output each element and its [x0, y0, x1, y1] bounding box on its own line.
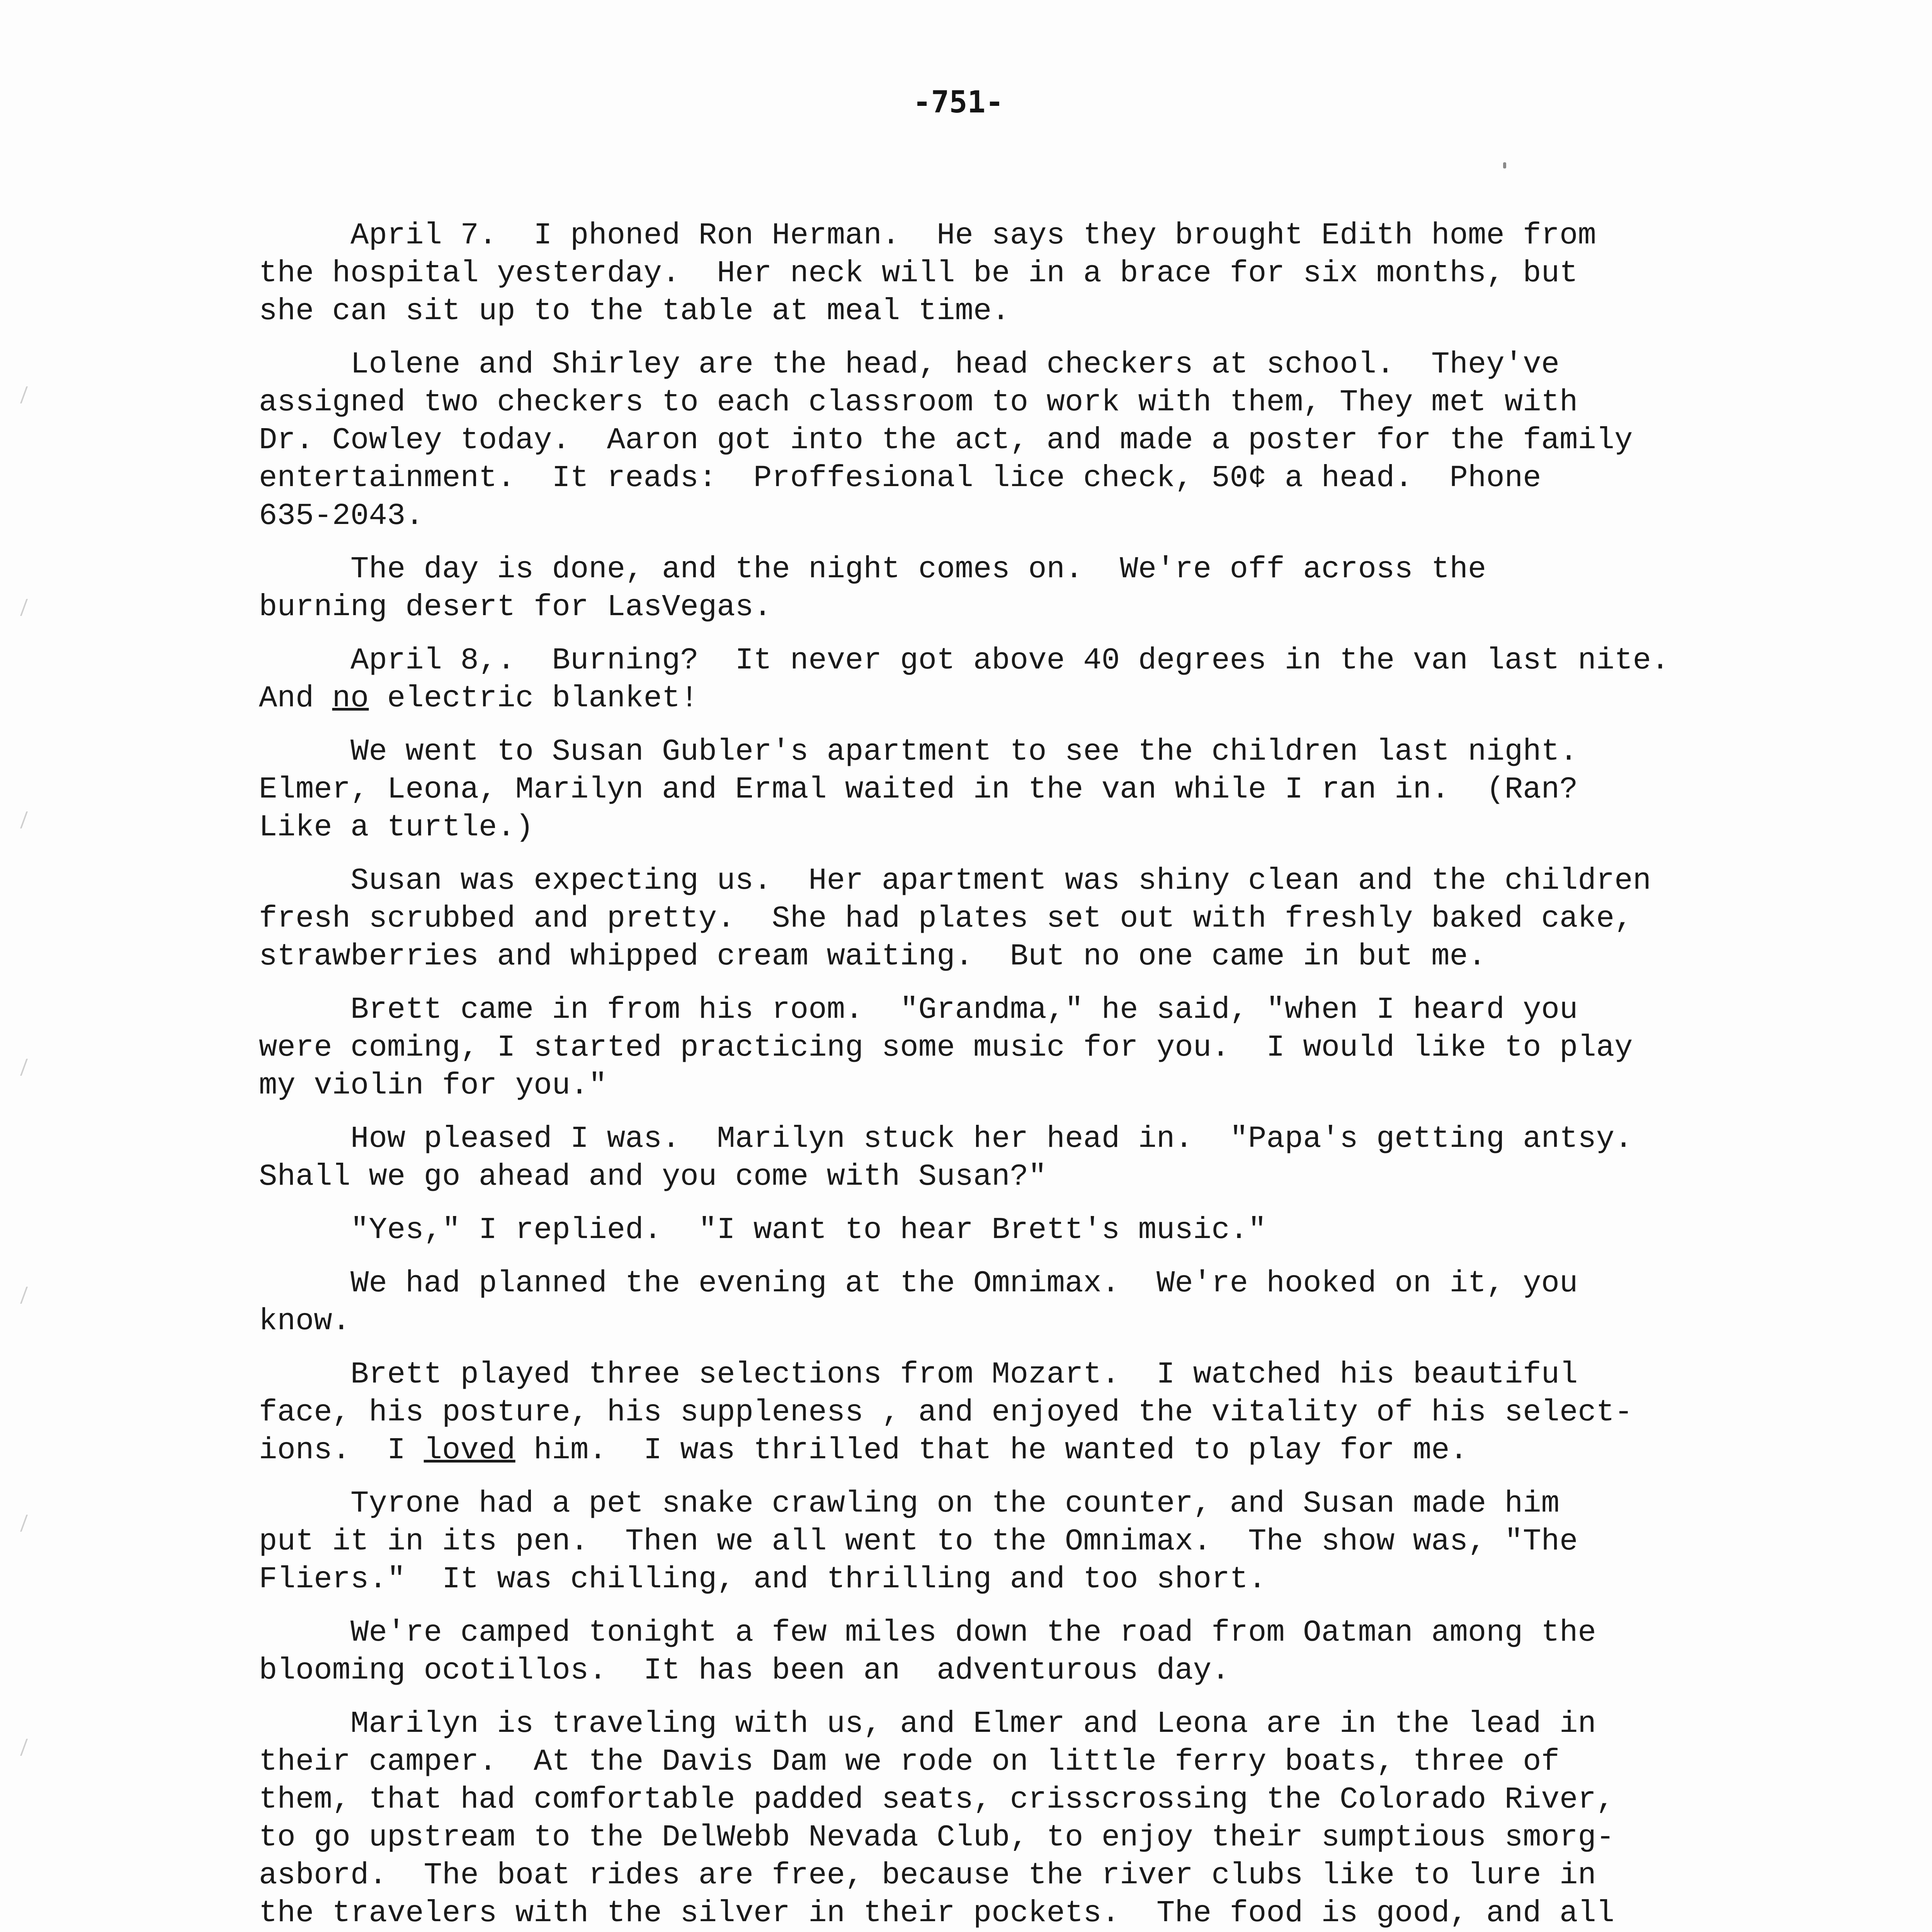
text-line: them, that had comfortable padded seats, crisscrossing the Colorado River, [259, 1782, 1615, 1817]
text-span: face, his posture, his suppleness , and enjoyed the vitality of his select- [259, 1395, 1633, 1430]
text-line: assigned two checkers to each classroom to work with them, They met with [259, 385, 1578, 420]
text-line: were coming, I started practicing some music for you. I would like to play [259, 1030, 1633, 1065]
text-line: the travelers with the silver in their pockets. The food is good, and all [259, 1896, 1615, 1930]
paragraph [259, 1614, 1750, 1689]
paragraph [259, 862, 1750, 975]
text-line: burning desert for LasVegas. [259, 590, 772, 624]
paragraph [259, 641, 1750, 717]
underlined-text: loved [423, 1433, 515, 1468]
text-line: Brett came in from his room. "Grandma," he said, "when I heard you [259, 992, 1578, 1027]
text-line: We're camped tonight a few miles down the road from Oatman among the [259, 1615, 1596, 1650]
margin-mark [20, 1059, 36, 1076]
paragraph [259, 550, 1750, 626]
paragraph [259, 1211, 1750, 1249]
paragraph [259, 1485, 1750, 1598]
text-line: Fliers." It was chilling, and thrilling and too short. [259, 1562, 1267, 1597]
text-span: And [259, 681, 332, 716]
text-span: ions. I [259, 1433, 424, 1468]
paragraph [259, 345, 1750, 535]
text-line [259, 1393, 1750, 1431]
text-line: the hospital yesterday. Her neck will be in a brace for six months, but [259, 256, 1578, 291]
margin-mark [20, 599, 36, 616]
text-span: Brett played three selections from Mozart. I watched his beautiful [259, 1357, 1578, 1392]
margin-mark [20, 811, 36, 828]
paragraph [259, 991, 1750, 1104]
text-line: to go upstream to the DelWebb Nevada Club, to enjoy their sumptious smorg- [259, 1820, 1615, 1855]
text-line: put it in its pen. Then we all went to the Omnimax. The show was, "The [259, 1524, 1578, 1559]
text-line: my violin for you." [259, 1068, 607, 1103]
margin-mark [20, 1739, 36, 1756]
margin-mark [20, 386, 36, 403]
margin-mark [20, 1515, 36, 1532]
text-line [259, 1431, 1750, 1469]
text-line [259, 641, 1750, 679]
text-line: Tyrone had a pet snake crawling on the counter, and Susan made him [259, 1486, 1560, 1521]
text-line: she can sit up to the table at meal time. [259, 294, 1010, 328]
document-body [259, 216, 1750, 1932]
text-line: Susan was expecting us. Her apartment was shiny clean and the children [259, 863, 1651, 898]
text-line: know. [259, 1304, 351, 1338]
text-line: asbord. The boat rides are free, because the river clubs like to lure in [259, 1858, 1596, 1893]
paragraph [259, 1355, 1750, 1469]
text-line [259, 1355, 1750, 1393]
paragraph [259, 216, 1750, 330]
text-line: fresh scrubbed and pretty. She had plates set out with freshly baked cake, [259, 901, 1633, 936]
text-span: April 8,. Burning? It never got above 40 degrees in the van last nite. [259, 643, 1670, 678]
paragraph [259, 733, 1750, 846]
paragraph [259, 1705, 1750, 1932]
paragraph [259, 1264, 1750, 1340]
text-line: strawberries and whipped cream waiting. But no one came in but me. [259, 939, 1486, 974]
margin-mark [20, 1287, 36, 1304]
paragraph [259, 1120, 1750, 1196]
text-line: "Yes," I replied. "I want to hear Brett's music." [259, 1213, 1267, 1247]
text-line [259, 679, 1750, 717]
text-line: We had planned the evening at the Omnimax. We're hooked on it, you [259, 1266, 1578, 1301]
text-line: Dr. Cowley today. Aaron got into the act, and made a poster for the family [259, 423, 1633, 457]
text-line: We went to Susan Gubler's apartment to see the children last night. [259, 734, 1578, 769]
text-span: him. I was thrilled that he wanted to play for me. [515, 1433, 1468, 1468]
text-line: Shall we go ahead and you come with Susan?" [259, 1159, 1047, 1194]
text-line: April 7. I phoned Ron Herman. He says they brought Edith home from [259, 218, 1596, 253]
text-line: their camper. At the Davis Dam we rode on little ferry boats, three of [259, 1744, 1560, 1779]
text-span: electric blanket! [369, 681, 699, 716]
text-line: blooming ocotillos. It has been an adventurous day. [259, 1653, 1230, 1688]
page-number: -751- [913, 85, 1004, 120]
text-line: Lolene and Shirley are the head, head checkers at school. They've [259, 347, 1560, 382]
text-line: 635-2043. [259, 498, 424, 533]
text-line: How pleased I was. Marilyn stuck her head in. "Papa's getting antsy. [259, 1121, 1633, 1156]
text-line: Elmer, Leona, Marilyn and Ermal waited in the van while I ran in. (Ran? [259, 772, 1578, 807]
text-line: Like a turtle.) [259, 810, 534, 845]
text-line: Marilyn is traveling with us, and Elmer and Leona are in the lead in [259, 1706, 1596, 1741]
underlined-text: no [332, 681, 369, 716]
text-line: entertainment. It reads: Proffesional lice check, 50¢ a head. Phone [259, 461, 1541, 495]
text-line: The day is done, and the night comes on. We're off across the [259, 552, 1486, 587]
speck-mark [1503, 162, 1506, 168]
